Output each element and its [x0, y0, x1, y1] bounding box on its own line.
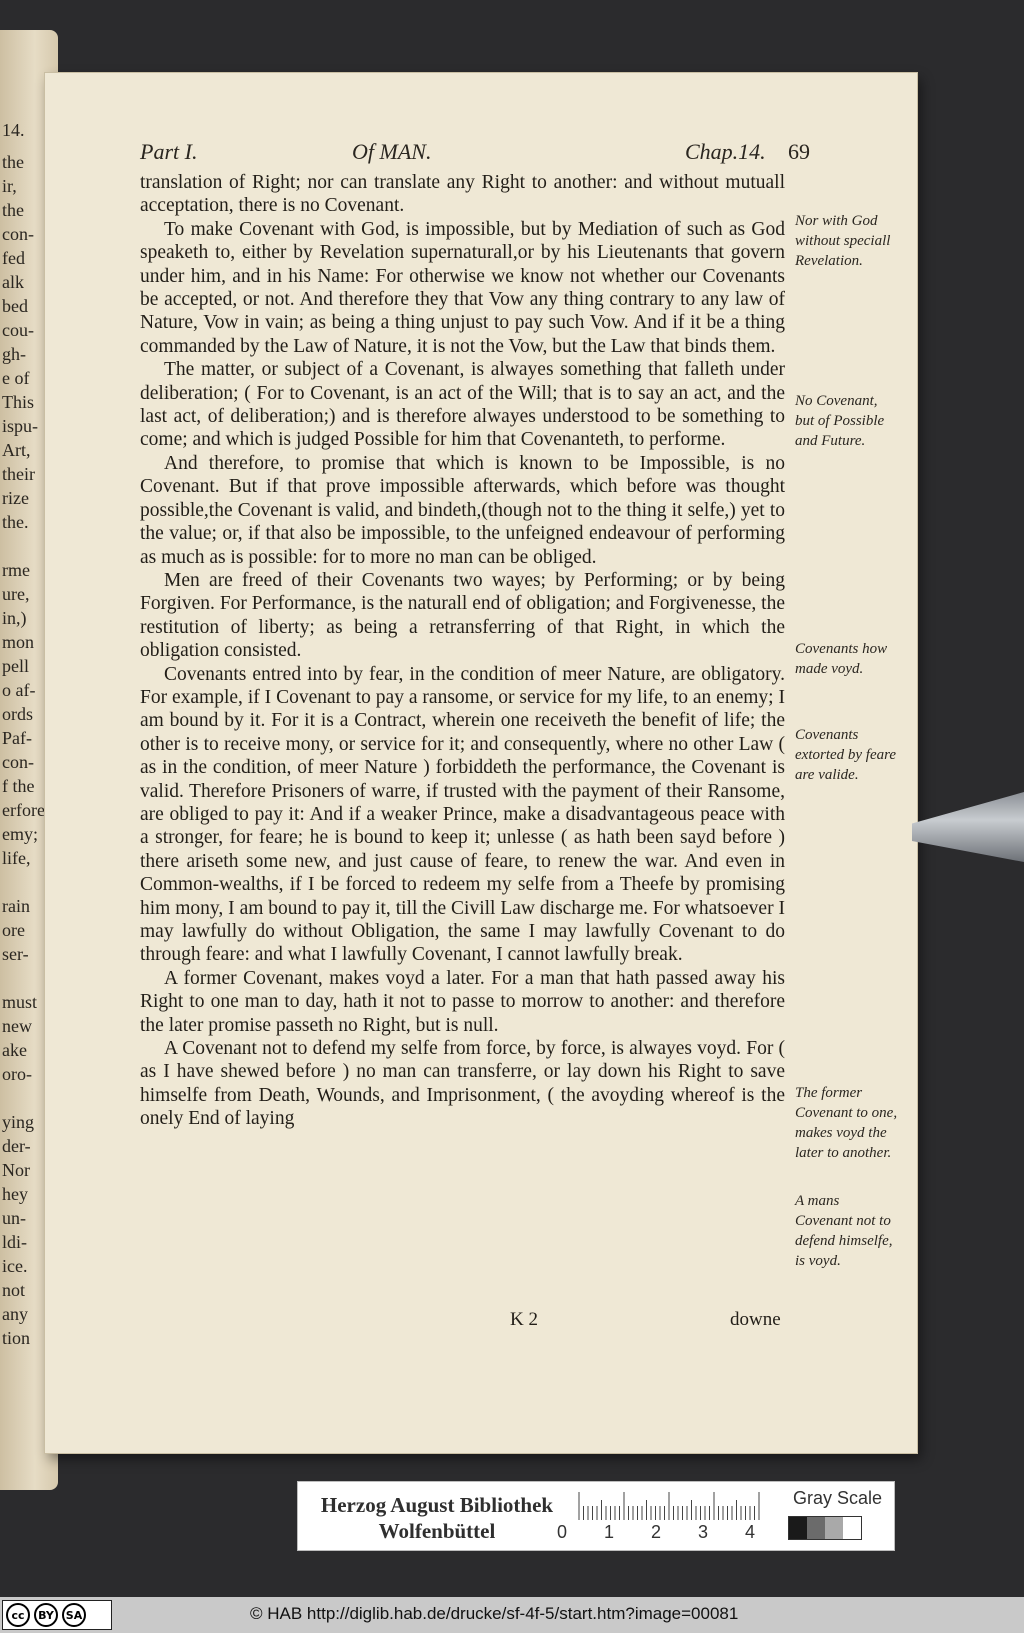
- left-page-fragment: ying: [2, 1112, 35, 1132]
- ruler-number: 1: [604, 1522, 615, 1542]
- left-page-fragment: gh-: [2, 344, 26, 364]
- cc-icon: cc: [6, 1603, 30, 1627]
- left-page-fragment: This: [2, 392, 35, 412]
- paragraph: Men are freed of their Covenants two wayes; by Performing; or by being Forgiven. For Performance, is the naturall end of obligation; and Forgivenesse, the restitution of liberty; as being a retransferring of that Right, in which the obligation consisted.: [140, 569, 785, 662]
- header-part: Part I.: [140, 139, 198, 164]
- by-icon: BY: [34, 1603, 58, 1627]
- header-title: Of MAN.: [352, 139, 432, 164]
- margin-note: Nor with God without speciall Revelation.: [795, 213, 891, 269]
- left-page-fragment: der-: [2, 1136, 31, 1156]
- left-page-fragment: mon: [2, 632, 35, 652]
- left-page-fragment: con-: [2, 752, 34, 772]
- margin-note: No Covenant, but of Possible and Future.: [795, 393, 885, 449]
- left-page-fragment: f the: [2, 776, 35, 796]
- cc-license-badge[interactable]: [2, 1600, 112, 1630]
- paragraph: Covenants entred into by fear, in the condition of meer Nature, are obligatory. For example, if I Covenant to pay a ransome, or service for my life, to an enemy; I am bound by it. For it is a Contract, wherein one receiveth the benefit of life; the other is to receive mony, or service for it; and consequently, where no other Law ( as in the condition, of meer Nature ) forbiddeth the performance, the Covenant is valid. Therefore Prisoners of warre, if trusted with the payment of their Ransome, are obliged to pay it: And if a weaker Prince, make a disadvantageous peace with a stronger, for feare; he is bound to keep it; unlesse ( as hath been sayd before ) there ariseth some new, and just cause of feare, to renew the war. And even in Common-wealths, if I be forced to redeem my selfe from a Theefe by promising him mony, I am bound to pay it, till the Civill Law discharge me. For whatsoever I may lawfully do without Obligation, the same I may lawfully Covenant to do through feare: and what I lawfully Covenant, I cannot lawfully break.: [140, 663, 785, 966]
- margin-note: Covenants how made voyd.: [795, 641, 888, 677]
- gray-scale-swatches: [788, 1516, 862, 1540]
- page-clip: [912, 792, 1024, 862]
- library-name: [312, 1492, 562, 1544]
- left-page-fragment: alk: [2, 272, 24, 292]
- left-page-fragment: cou-: [2, 320, 34, 340]
- left-page-fragment: con-: [2, 224, 34, 244]
- catchword: downe: [730, 1309, 781, 1330]
- left-page-fragment: Paf-: [2, 728, 32, 748]
- left-page-fragment: 14.: [2, 120, 25, 140]
- left-page-fragment: ice.: [2, 1256, 28, 1276]
- paragraph: A Covenant not to defend my selfe from force, by force, is alwayes voyd. For ( as I have shewed before ) no man can transferre, or lay down his Right to save himselfe from Death, Wounds, and Imprisonment, ( the avoyding whereof is the onely End of laying: [140, 1038, 785, 1130]
- left-page-fragment: not: [2, 1280, 26, 1300]
- library-color-bar: [297, 1481, 895, 1551]
- left-page-fragment: ldi-: [2, 1232, 27, 1252]
- left-page-fragment: the: [2, 200, 24, 220]
- left-page-fragment: rain: [2, 896, 30, 916]
- left-page-fragment: ake: [2, 1040, 27, 1060]
- left-page-fragment: hey: [2, 1184, 28, 1204]
- left-page-fragment: ir,: [2, 176, 17, 196]
- source-link[interactable]: © HAB http://diglib.hab.de/drucke/sf-4f-5/start.htm?image=00081: [250, 1604, 739, 1623]
- left-page-fragment: must: [2, 992, 38, 1012]
- signature-mark: K 2: [510, 1309, 538, 1330]
- footer-bar: [0, 1597, 1024, 1633]
- gray-swatch: [789, 1517, 807, 1539]
- left-page-fragment: un-: [2, 1208, 26, 1228]
- ruler-scale: [574, 1490, 764, 1524]
- left-page-fragment: rize: [2, 488, 29, 508]
- gray-swatch: [825, 1517, 843, 1539]
- left-page-fragment: any: [2, 1304, 28, 1324]
- body-text: [140, 171, 785, 1131]
- header-chapter: Chap.14.: [685, 139, 766, 164]
- ruler-number: 2: [651, 1522, 662, 1542]
- library-name-line1: Herzog August Bibliothek: [320, 1493, 554, 1517]
- left-page-fragment: the: [2, 152, 24, 172]
- ruler-number: 3: [698, 1522, 709, 1542]
- paragraph: To make Covenant with God, is impossible, but by Mediation of such as God speaketh to, either by Revelation supernaturall,or by his Lieutenants that govern under him, and in his Name: For otherwise we know not whether our Covenants be accepted, or not. And therefore they that Vow any thing contrary to any law of Nature, Vow in vain; as being a thing unjust to pay such Vow. And if it be a thing commanded by the Law of Nature, it is not the Vow, but the Law that binds them.: [140, 218, 785, 357]
- ruler-number: 0: [557, 1522, 568, 1542]
- margin-note: The former Covenant to one, makes voyd the later to another.: [795, 1085, 898, 1161]
- left-page-fragment: Nor: [2, 1160, 30, 1180]
- sa-icon: SA: [62, 1603, 86, 1627]
- left-page-fragment: ords: [2, 704, 33, 724]
- left-page-fragment: tion: [2, 1328, 31, 1348]
- left-page-fragment: ure,: [2, 584, 30, 604]
- paragraph: A former Covenant, makes voyd a later. For a man that hath passed away his Right to one man to day, hath it not to passe to morrow to another: and therefore the later promise passeth no Right, but is null.: [140, 967, 785, 1036]
- left-page-fragment: life,: [2, 848, 31, 868]
- left-page-fragment: o af-: [2, 680, 36, 700]
- left-page-fragment: rme: [2, 560, 30, 580]
- left-page-fragment: their: [2, 464, 35, 484]
- library-name-line2: Wolfenbüttel: [378, 1519, 496, 1543]
- left-page-fragment: the.: [2, 512, 29, 532]
- gray-swatch: [807, 1517, 825, 1539]
- left-page-fragment: Art,: [2, 440, 31, 460]
- paragraph: The matter, or subject of a Covenant, is alwayes something that falleth under deliberation; ( For to Covenant, is an act of the Will; that is to say an act, and the last act, of deliberation;) and is therefore alwayes understood to be something to come; and which is judged Possible for him that Covenanteth, to performe.: [140, 359, 785, 451]
- paragraph: translation of Right; nor can translate any Right to another: and without mutuall acceptation, there is no Covenant.: [140, 172, 785, 217]
- paragraph: And therefore, to promise that which is known to be Impossible, is no Covenant. But if that prove impossible afterwards, which before was thought possible,the Covenant is valid, and bindeth,(though not to the thing it selfe,) yet to the value; or, if that also be impossible, to the unfeigned endeavour of performing as much as is possible: for to more no man can be obliged.: [140, 452, 785, 568]
- left-page-fragment: ser-: [2, 944, 29, 964]
- margin-note: Covenants extorted by feare are valide.: [795, 727, 897, 783]
- left-page-fragment: in,): [2, 608, 27, 628]
- gray-swatch: [843, 1517, 861, 1539]
- gray-scale-label: Gray Scale: [793, 1488, 883, 1508]
- margin-note: A mans Covenant not to defend himselfe, is voyd.: [795, 1193, 893, 1269]
- left-page-fragment: erfore: [2, 800, 45, 820]
- left-page-fragment: fed: [2, 248, 25, 268]
- left-page-fragment: new: [2, 1016, 32, 1036]
- left-page-fragment: oro-: [2, 1064, 32, 1084]
- left-page-fragment: ore: [2, 920, 25, 940]
- ruler-number: 4: [745, 1522, 756, 1542]
- left-page-fragment: bed: [2, 296, 28, 316]
- book-page: [45, 73, 917, 1453]
- running-header: [140, 139, 810, 171]
- left-page-fragment: e of: [2, 368, 30, 388]
- page-number: 69: [788, 139, 810, 164]
- left-page-fragment: ispu-: [2, 416, 38, 436]
- left-page-fragment: pell: [2, 656, 29, 676]
- left-page-fragment: emy;: [2, 824, 38, 844]
